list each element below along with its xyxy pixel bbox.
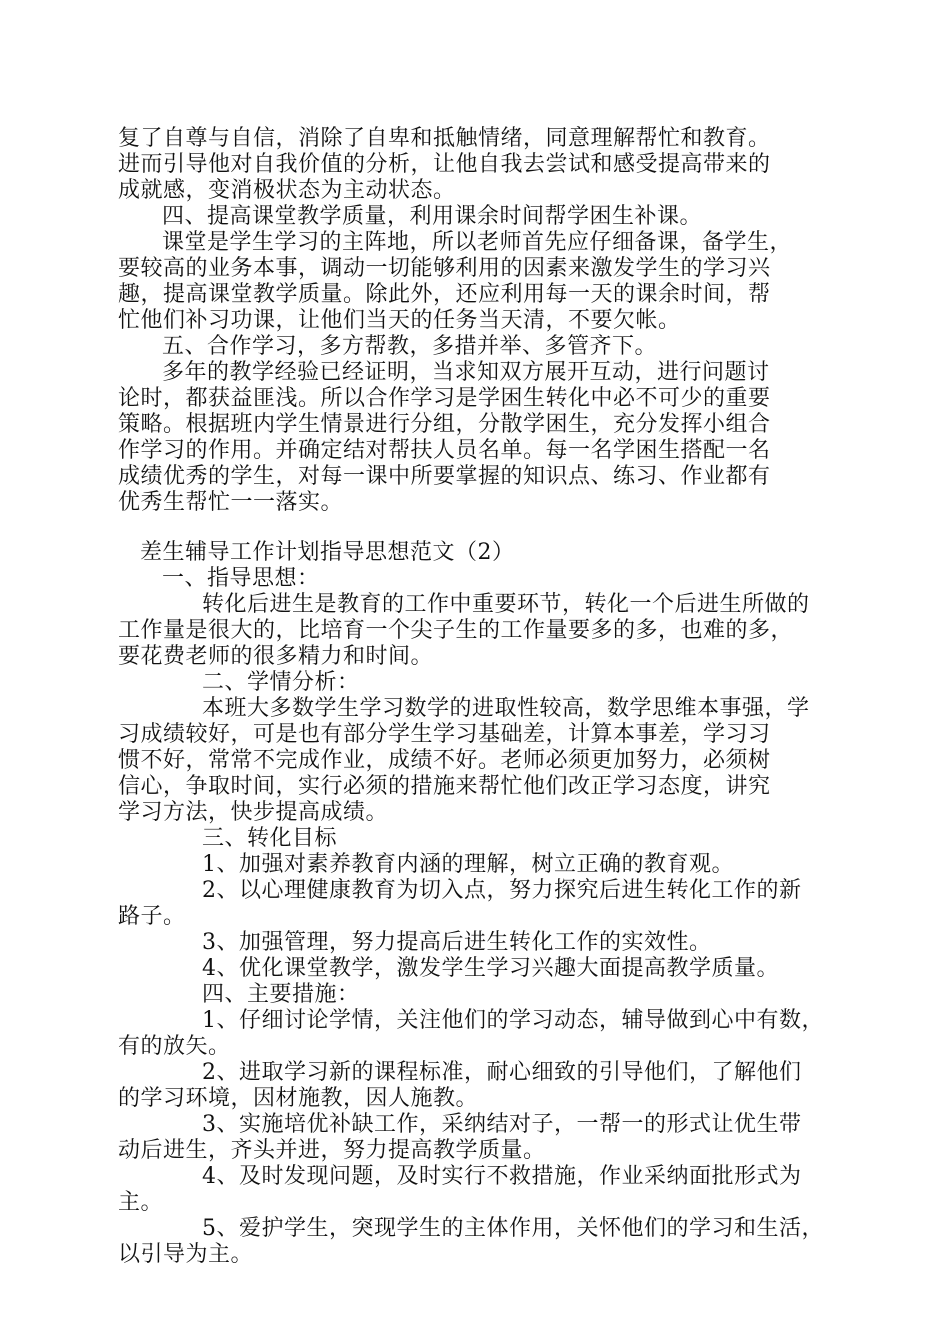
paragraph-line: 习成绩较好，可是也有部分学生学习基础差，计算本事差，学习习 [118,722,771,747]
paragraph-line: 成绩优秀的学生，对每一课中所要掌握的知识点、练习、作业都有 [118,464,771,489]
paragraph-line: 复了自尊与自信，消除了自卑和抵触情绪，同意理解帮忙和教育。 [118,126,771,151]
paragraph-line: 学习方法，快步提高成绩。 [118,800,389,825]
paragraph-line: 优秀生帮忙一一落实。 [118,490,344,515]
list-item: 4、优化课堂教学，激发学生学习兴趣大面提高教学质量。 [202,956,779,981]
paragraph-line: 忙他们补习功课，让他们当天的任务当天清，不要欠帐。 [118,308,681,333]
paragraph-line: 成就感，变消极状态为主动状态。 [118,178,456,203]
paragraph-line: 策略。根据班内学生情景进行分组，分散学困生，充分发挥小组合 [118,412,771,437]
list-item: 2、进取学习新的课程标准，耐心细致的引导他们，了解他们 [202,1060,802,1085]
paragraph-line: 动后进生，齐头并进，努力提高教学质量。 [118,1138,546,1163]
paragraph-line: 四、提高课堂教学质量，利用课余时间帮学困生补课。 [162,204,703,229]
paragraph-line: 五、合作学习，多方帮教，多措并举、多管齐下。 [162,334,658,359]
paragraph-line: 多年的教学经验已经证明，当求知双方展开互动，进行问题讨 [162,360,770,385]
heading-line: 一、指导思想： [162,566,320,591]
heading-line: 三、转化目标 [202,826,338,851]
list-item: 5、爱护学生，突现学生的主体作用，关怀他们的学习和生活， [202,1216,824,1241]
paragraph-line: 本班大多数学生学习数学的进取性较高，数学思维本事强，学 [202,696,810,721]
paragraph-line: 要花费老师的很多精力和时间。 [118,644,434,669]
list-item: 4、及时发现问题，及时实行不救措施，作业采纳面批形式为 [202,1164,802,1189]
paragraph-line: 的学习环境，因材施教，因人施教。 [118,1086,479,1111]
paragraph-line: 要较高的业务本事，调动一切能够利用的因素来激发学生的学习兴 [118,256,771,281]
paragraph-line: 有的放矢。 [118,1034,231,1059]
paragraph-line: 趣，提高课堂教学质量。除此外，还应利用每一天的课余时间，帮 [118,282,771,307]
paragraph-line: 转化后进生是教育的工作中重要环节，转化一个后进生所做的 [202,592,810,617]
paragraph-line: 惯不好，常常不完成作业，成绩不好。老师必须更加努力，必须树 [118,748,771,773]
section-title: 差生辅导工作计划指导思想范文（2） [140,540,515,565]
paragraph-line: 以引导为主。 [118,1242,254,1267]
paragraph-line: 作学习的作用。并确定结对帮扶人员名单。每一名学困生搭配一名 [118,438,771,463]
paragraph-line: 课堂是学生学习的主阵地，所以老师首先应仔细备课，备学生， [162,230,793,255]
paragraph-line: 信心，争取时间，实行必须的措施来帮忙他们改正学习态度，讲究 [118,774,771,799]
paragraph-line: 进而引导他对自我价值的分析，让他自我去尝试和感受提高带来的 [118,152,771,177]
list-item: 3、实施培优补缺工作，采纳结对子，一帮一的形式让优生带 [202,1112,802,1137]
paragraph-line: 路子。 [118,904,186,929]
list-item: 1、仔细讨论学情，关注他们的学习动态，辅导做到心中有数， [202,1008,824,1033]
list-item: 2、以心理健康教育为切入点，努力探究后进生转化工作的新 [202,878,802,903]
list-item: 3、加强管理，努力提高后进生转化工作的实效性。 [202,930,712,955]
paragraph-line: 主。 [118,1190,164,1215]
heading-line: 二、学情分析： [202,670,360,695]
list-item: 1、加强对素养教育内涵的理解，树立正确的教育观。 [202,852,734,877]
paragraph-line: 工作量是很大的，比培育一个尖子生的工作量要多的多，也难的多， [118,618,794,643]
heading-line: 四、主要措施： [202,982,360,1007]
paragraph-line: 论时，都获益匪浅。所以合作学习是学困生转化中必不可少的重要 [118,386,771,411]
